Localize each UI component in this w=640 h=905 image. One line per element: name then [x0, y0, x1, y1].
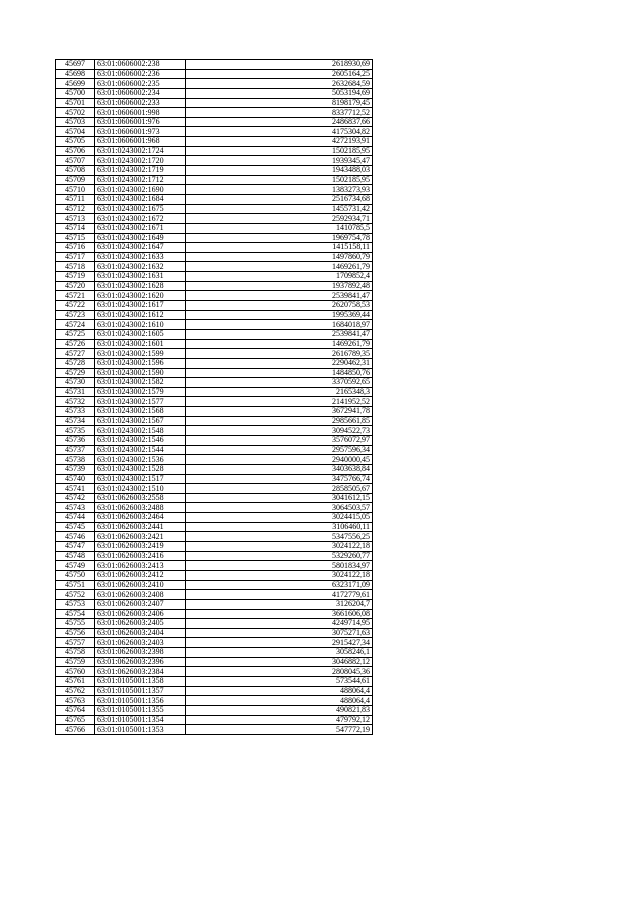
row-number-cell: 45737 [56, 445, 95, 455]
cadastral-value-cell: 1709852,4 [186, 272, 373, 282]
row-number-cell: 45739 [56, 464, 95, 474]
table-row [56, 339, 373, 349]
cadastral-value-cell: 2632684,59 [186, 79, 373, 89]
cadastral-number-cell: 63:01:0606002:233 [95, 98, 186, 108]
cadastral-number-cell: 63:01:0105001:1355 [95, 705, 186, 715]
cadastral-number-cell: 63:01:0243002:1605 [95, 329, 186, 339]
row-number-cell: 45752 [56, 590, 95, 600]
row-number-cell: 45720 [56, 281, 95, 291]
cadastral-number-cell: 63:01:0243002:1647 [95, 243, 186, 253]
table-row [56, 397, 373, 407]
cadastral-value-cell: 5329260,77 [186, 551, 373, 561]
row-number-cell: 45707 [56, 156, 95, 166]
row-number-cell: 45765 [56, 715, 95, 725]
cadastral-number-cell: 63:01:0243002:1612 [95, 310, 186, 320]
table-row [56, 590, 373, 600]
cadastral-value-cell: 3094522,73 [186, 426, 373, 436]
table-row [56, 435, 373, 445]
cadastral-number-cell: 63:01:0626003:2384 [95, 667, 186, 677]
cadastral-number-cell: 63:01:0626003:2410 [95, 580, 186, 590]
row-number-cell: 45711 [56, 194, 95, 204]
cadastral-number-cell: 63:01:0243002:1632 [95, 262, 186, 272]
cadastral-number-cell: 63:01:0243002:1628 [95, 281, 186, 291]
table-row [56, 88, 373, 98]
cadastral-value-cell: 2592934,71 [186, 214, 373, 224]
row-number-cell: 45731 [56, 387, 95, 397]
row-number-cell: 45761 [56, 677, 95, 687]
cadastral-number-cell: 63:01:0243002:1684 [95, 194, 186, 204]
cadastral-value-cell: 1939345,47 [186, 156, 373, 166]
cadastral-number-cell: 63:01:0243002:1579 [95, 387, 186, 397]
row-number-cell: 45706 [56, 146, 95, 156]
cadastral-number-cell: 63:01:0243002:1536 [95, 455, 186, 465]
cadastral-number-cell: 63:01:0105001:1356 [95, 696, 186, 706]
cadastral-value-cell: 5801834,97 [186, 561, 373, 571]
cadastral-number-cell: 63:01:0243002:1633 [95, 252, 186, 262]
row-number-cell: 45755 [56, 619, 95, 629]
table-row [56, 657, 373, 667]
row-number-cell: 45743 [56, 503, 95, 513]
row-number-cell: 45749 [56, 561, 95, 571]
cadastral-number-cell: 63:01:0626003:2464 [95, 513, 186, 523]
cadastral-value-cell: 3106460,11 [186, 522, 373, 532]
row-number-cell: 45747 [56, 542, 95, 552]
row-number-cell: 45725 [56, 329, 95, 339]
row-number-cell: 45766 [56, 725, 95, 735]
cadastral-value-cell: 573544,61 [186, 677, 373, 687]
table-row [56, 69, 373, 79]
cadastral-value-cell: 3024122,18 [186, 542, 373, 552]
table-row [56, 686, 373, 696]
cadastral-number-cell: 63:01:0243002:1712 [95, 175, 186, 185]
cadastral-value-cell: 3403638,84 [186, 464, 373, 474]
cadastral-number-cell: 63:01:0105001:1353 [95, 725, 186, 735]
table-row [56, 329, 373, 339]
cadastral-value-cell: 1943488,03 [186, 166, 373, 176]
cadastral-value-cell: 1502185,95 [186, 146, 373, 156]
cadastral-value-cell: 3661606,08 [186, 609, 373, 619]
cadastral-number-cell: 63:01:0243002:1548 [95, 426, 186, 436]
cadastral-number-cell: 63:01:0606001:968 [95, 137, 186, 147]
cadastral-value-cell: 2516734,68 [186, 194, 373, 204]
cadastral-value-cell: 1469261,79 [186, 339, 373, 349]
table-row [56, 503, 373, 513]
cadastral-number-cell: 63:01:0243002:1577 [95, 397, 186, 407]
row-number-cell: 45760 [56, 667, 95, 677]
table-row [56, 407, 373, 417]
row-number-cell: 45700 [56, 88, 95, 98]
cadastral-number-cell: 63:01:0606002:235 [95, 79, 186, 89]
cadastral-number-cell: 63:01:0243002:1672 [95, 214, 186, 224]
cadastral-value-cell: 3064503,57 [186, 503, 373, 513]
table-row [56, 291, 373, 301]
row-number-cell: 45728 [56, 358, 95, 368]
cadastral-value-cell: 2915427,34 [186, 638, 373, 648]
cadastral-value-cell: 6323171,09 [186, 580, 373, 590]
table-row [56, 522, 373, 532]
table-row [56, 426, 373, 436]
cadastral-value-cell: 490821,83 [186, 705, 373, 715]
row-number-cell: 45721 [56, 291, 95, 301]
table-row [56, 532, 373, 542]
cadastral-number-cell: 63:01:0626003:2416 [95, 551, 186, 561]
table-row [56, 378, 373, 388]
row-number-cell: 45757 [56, 638, 95, 648]
table-row [56, 368, 373, 378]
row-number-cell: 45732 [56, 397, 95, 407]
row-number-cell: 45698 [56, 69, 95, 79]
table-row [56, 677, 373, 687]
cadastral-value-cell: 3024122,18 [186, 570, 373, 580]
table-row [56, 262, 373, 272]
row-number-cell: 45716 [56, 243, 95, 253]
cadastral-number-cell: 63:01:0626003:2413 [95, 561, 186, 571]
row-number-cell: 45758 [56, 648, 95, 658]
cadastral-number-cell: 63:01:0626003:2441 [95, 522, 186, 532]
cadastral-value-cell: 2808045,36 [186, 667, 373, 677]
row-number-cell: 45734 [56, 416, 95, 426]
row-number-cell: 45750 [56, 570, 95, 580]
row-number-cell: 45723 [56, 310, 95, 320]
table-row [56, 108, 373, 118]
row-number-cell: 45722 [56, 301, 95, 311]
row-number-cell: 45754 [56, 609, 95, 619]
cadastral-value-cell: 5347556,25 [186, 532, 373, 542]
table-row [56, 60, 373, 70]
cadastral-value-table [55, 59, 373, 735]
row-number-cell: 45697 [56, 60, 95, 70]
cadastral-number-cell: 63:01:0243002:1544 [95, 445, 186, 455]
row-number-cell: 45710 [56, 185, 95, 195]
row-number-cell: 45738 [56, 455, 95, 465]
cadastral-value-cell: 1497860,79 [186, 252, 373, 262]
row-number-cell: 45719 [56, 272, 95, 282]
table-row [56, 320, 373, 330]
table-row [56, 638, 373, 648]
cadastral-value-cell: 3046882,12 [186, 657, 373, 667]
cadastral-value-cell: 4172779,61 [186, 590, 373, 600]
table-row [56, 223, 373, 233]
table-row [56, 146, 373, 156]
cadastral-number-cell: 63:01:0243002:1590 [95, 368, 186, 378]
cadastral-number-cell: 63:01:0243002:1617 [95, 301, 186, 311]
row-number-cell: 45740 [56, 474, 95, 484]
table-row [56, 619, 373, 629]
table-row [56, 194, 373, 204]
table-row [56, 725, 373, 735]
cadastral-number-cell: 63:01:0626003:2419 [95, 542, 186, 552]
cadastral-value-cell: 2618930,69 [186, 60, 373, 70]
cadastral-value-cell: 4175304,82 [186, 127, 373, 137]
cadastral-number-cell: 63:01:0243002:1690 [95, 185, 186, 195]
cadastral-value-cell: 3058246,1 [186, 648, 373, 658]
table-row [56, 493, 373, 503]
row-number-cell: 45715 [56, 233, 95, 243]
table-row [56, 117, 373, 127]
cadastral-number-cell: 63:01:0105001:1357 [95, 686, 186, 696]
table-row [56, 551, 373, 561]
row-number-cell: 45709 [56, 175, 95, 185]
cadastral-number-cell: 63:01:0606002:234 [95, 88, 186, 98]
row-number-cell: 45753 [56, 599, 95, 609]
cadastral-number-cell: 63:01:0243002:1724 [95, 146, 186, 156]
cadastral-number-cell: 63:01:0606002:236 [95, 69, 186, 79]
row-number-cell: 45744 [56, 513, 95, 523]
cadastral-value-cell: 3024415,05 [186, 513, 373, 523]
cadastral-value-cell: 1502185,95 [186, 175, 373, 185]
cadastral-value-cell: 2486837,66 [186, 117, 373, 127]
row-number-cell: 45717 [56, 252, 95, 262]
row-number-cell: 45718 [56, 262, 95, 272]
cadastral-value-cell: 2616789,35 [186, 349, 373, 359]
row-number-cell: 45735 [56, 426, 95, 436]
row-number-cell: 45704 [56, 127, 95, 137]
table-row [56, 474, 373, 484]
cadastral-value-cell: 1937892,48 [186, 281, 373, 291]
cadastral-number-cell: 63:01:0243002:1596 [95, 358, 186, 368]
table-row [56, 127, 373, 137]
row-number-cell: 45746 [56, 532, 95, 542]
cadastral-number-cell: 63:01:0243002:1510 [95, 484, 186, 494]
cadastral-value-cell: 1684018,97 [186, 320, 373, 330]
table-row [56, 349, 373, 359]
cadastral-value-cell: 3075271,63 [186, 628, 373, 638]
row-number-cell: 45764 [56, 705, 95, 715]
row-number-cell: 45729 [56, 368, 95, 378]
cadastral-number-cell: 63:01:0243002:1649 [95, 233, 186, 243]
table-row [56, 233, 373, 243]
cadastral-value-cell: 1383273,93 [186, 185, 373, 195]
table-row [56, 464, 373, 474]
table-row [56, 310, 373, 320]
table-row [56, 667, 373, 677]
table-row [56, 580, 373, 590]
cadastral-number-cell: 63:01:0243002:1620 [95, 291, 186, 301]
cadastral-value-cell: 547772,19 [186, 725, 373, 735]
cadastral-value-cell: 2620758,53 [186, 301, 373, 311]
cadastral-value-cell: 2858505,67 [186, 484, 373, 494]
cadastral-value-cell: 2165348,3 [186, 387, 373, 397]
cadastral-value-cell: 3126204,7 [186, 599, 373, 609]
table-row [56, 301, 373, 311]
cadastral-value-cell: 2957596,34 [186, 445, 373, 455]
table-row [56, 166, 373, 176]
row-number-cell: 45741 [56, 484, 95, 494]
row-number-cell: 45699 [56, 79, 95, 89]
cadastral-value-cell: 3041612,15 [186, 493, 373, 503]
cadastral-number-cell: 63:01:0626003:2398 [95, 648, 186, 658]
cadastral-number-cell: 63:01:0626003:2407 [95, 599, 186, 609]
cadastral-number-cell: 63:01:0105001:1354 [95, 715, 186, 725]
table-row [56, 628, 373, 638]
cadastral-number-cell: 63:01:0606001:973 [95, 127, 186, 137]
cadastral-value-cell: 488064,4 [186, 686, 373, 696]
row-number-cell: 45759 [56, 657, 95, 667]
row-number-cell: 45748 [56, 551, 95, 561]
table-row [56, 513, 373, 523]
cadastral-number-cell: 63:01:0243002:1610 [95, 320, 186, 330]
cadastral-value-cell: 1455731,42 [186, 204, 373, 214]
cadastral-value-cell: 2605164,25 [186, 69, 373, 79]
table-row [56, 570, 373, 580]
cadastral-value-cell: 488064,4 [186, 696, 373, 706]
cadastral-number-cell: 63:01:0626003:2421 [95, 532, 186, 542]
table-row [56, 561, 373, 571]
cadastral-number-cell: 63:01:0243002:1568 [95, 407, 186, 417]
row-number-cell: 45705 [56, 137, 95, 147]
cadastral-value-cell: 2290462,31 [186, 358, 373, 368]
cadastral-number-cell: 63:01:0243002:1528 [95, 464, 186, 474]
cadastral-number-cell: 63:01:0626003:2558 [95, 493, 186, 503]
cadastral-value-cell: 1995369,44 [186, 310, 373, 320]
table-row [56, 599, 373, 609]
row-number-cell: 45708 [56, 166, 95, 176]
cadastral-value-cell: 8198179,45 [186, 98, 373, 108]
cadastral-number-cell: 63:01:0243002:1599 [95, 349, 186, 359]
table-row [56, 715, 373, 725]
cadastral-value-cell: 3672941,78 [186, 407, 373, 417]
cadastral-number-cell: 63:01:0243002:1720 [95, 156, 186, 166]
table-row [56, 696, 373, 706]
table-row [56, 243, 373, 253]
cadastral-number-cell: 63:01:0243002:1567 [95, 416, 186, 426]
cadastral-value-cell: 4249714,95 [186, 619, 373, 629]
cadastral-value-cell: 2539841,47 [186, 329, 373, 339]
table-row [56, 281, 373, 291]
row-number-cell: 45736 [56, 435, 95, 445]
row-number-cell: 45745 [56, 522, 95, 532]
cadastral-number-cell: 63:01:0243002:1582 [95, 378, 186, 388]
table-row [56, 609, 373, 619]
cadastral-value-cell: 2985661,85 [186, 416, 373, 426]
table-row [56, 214, 373, 224]
cadastral-number-cell: 63:01:0243002:1675 [95, 204, 186, 214]
table-row [56, 98, 373, 108]
cadastral-number-cell: 63:01:0243002:1631 [95, 272, 186, 282]
row-number-cell: 45703 [56, 117, 95, 127]
cadastral-number-cell: 63:01:0243002:1601 [95, 339, 186, 349]
row-number-cell: 45727 [56, 349, 95, 359]
table-row [56, 252, 373, 262]
cadastral-value-cell: 1410785,5 [186, 223, 373, 233]
row-number-cell: 45701 [56, 98, 95, 108]
cadastral-value-cell: 3370592,65 [186, 378, 373, 388]
table-row [56, 358, 373, 368]
table-row [56, 79, 373, 89]
cadastral-number-cell: 63:01:0626003:2488 [95, 503, 186, 513]
cadastral-number-cell: 63:01:0243002:1719 [95, 166, 186, 176]
table-row [56, 542, 373, 552]
row-number-cell: 45702 [56, 108, 95, 118]
table-body [56, 60, 373, 735]
row-number-cell: 45751 [56, 580, 95, 590]
cadastral-number-cell: 63:01:0626003:2412 [95, 570, 186, 580]
table-row [56, 156, 373, 166]
row-number-cell: 45762 [56, 686, 95, 696]
row-number-cell: 45763 [56, 696, 95, 706]
cadastral-value-cell: 5053194,69 [186, 88, 373, 98]
cadastral-value-cell: 3475766,74 [186, 474, 373, 484]
cadastral-value-cell: 2141952,52 [186, 397, 373, 407]
table-row [56, 185, 373, 195]
row-number-cell: 45712 [56, 204, 95, 214]
cadastral-number-cell: 63:01:0626003:2405 [95, 619, 186, 629]
cadastral-number-cell: 63:01:0243002:1517 [95, 474, 186, 484]
table-row [56, 272, 373, 282]
row-number-cell: 45726 [56, 339, 95, 349]
cadastral-number-cell: 63:01:0243002:1671 [95, 223, 186, 233]
cadastral-number-cell: 63:01:0626003:2408 [95, 590, 186, 600]
cadastral-value-cell: 1415158,11 [186, 243, 373, 253]
table-row [56, 455, 373, 465]
cadastral-number-cell: 63:01:0105001:1358 [95, 677, 186, 687]
row-number-cell: 45713 [56, 214, 95, 224]
cadastral-number-cell: 63:01:0626003:2406 [95, 609, 186, 619]
cadastral-number-cell: 63:01:0626003:2403 [95, 638, 186, 648]
cadastral-number-cell: 63:01:0606002:238 [95, 60, 186, 70]
cadastral-number-cell: 63:01:0626003:2404 [95, 628, 186, 638]
table-row [56, 705, 373, 715]
table-row [56, 445, 373, 455]
cadastral-value-cell: 2940000,45 [186, 455, 373, 465]
cadastral-value-cell: 1969754,78 [186, 233, 373, 243]
cadastral-value-cell: 8337712,52 [186, 108, 373, 118]
cadastral-number-cell: 63:01:0606001:976 [95, 117, 186, 127]
table-row [56, 648, 373, 658]
cadastral-value-cell: 479792,12 [186, 715, 373, 725]
row-number-cell: 45730 [56, 378, 95, 388]
table-row [56, 416, 373, 426]
cadastral-value-cell: 3576072,97 [186, 435, 373, 445]
table-row [56, 137, 373, 147]
table-row [56, 204, 373, 214]
table-row [56, 387, 373, 397]
cadastral-value-cell: 4272193,91 [186, 137, 373, 147]
row-number-cell: 45742 [56, 493, 95, 503]
cadastral-number-cell: 63:01:0626003:2396 [95, 657, 186, 667]
cadastral-value-cell: 2539841,47 [186, 291, 373, 301]
cadastral-value-cell: 1484850,76 [186, 368, 373, 378]
row-number-cell: 45756 [56, 628, 95, 638]
cadastral-number-cell: 63:01:0243002:1546 [95, 435, 186, 445]
cadastral-number-cell: 63:01:0606001:998 [95, 108, 186, 118]
table-row [56, 484, 373, 494]
row-number-cell: 45724 [56, 320, 95, 330]
cadastral-value-cell: 1469261,79 [186, 262, 373, 272]
table-row [56, 175, 373, 185]
row-number-cell: 45733 [56, 407, 95, 417]
row-number-cell: 45714 [56, 223, 95, 233]
